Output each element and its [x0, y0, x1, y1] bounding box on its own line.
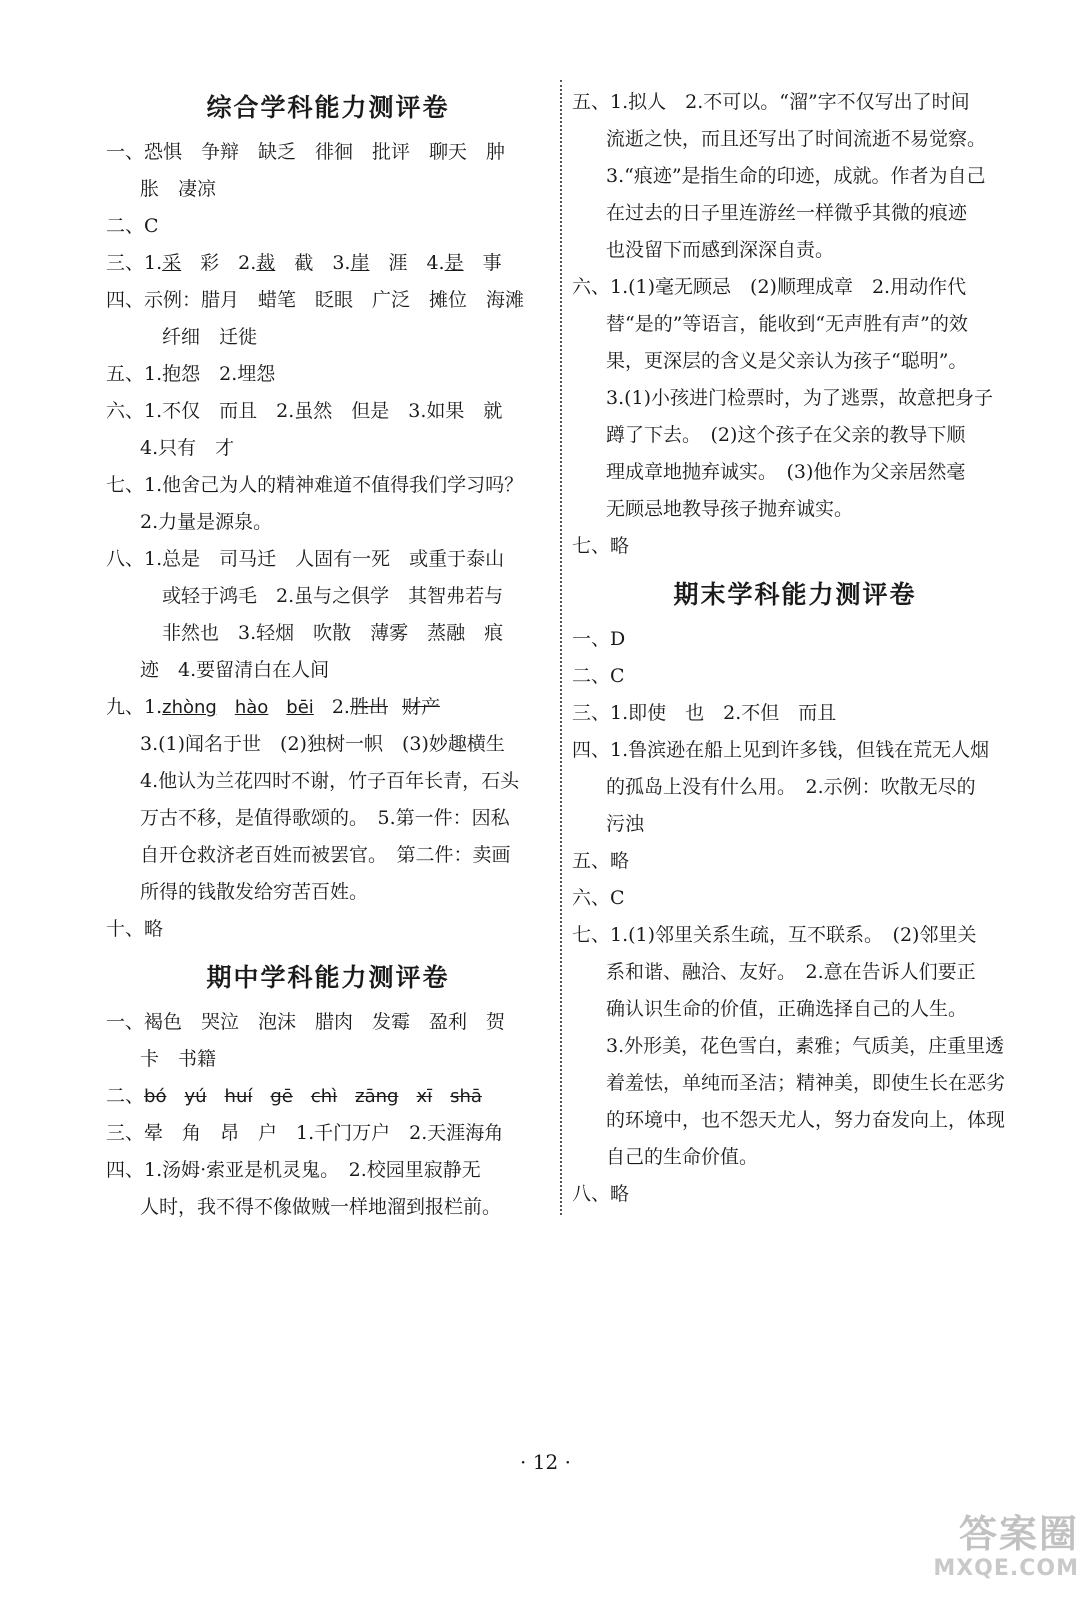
answer-line: 纤细 迁徙	[162, 326, 258, 348]
answer-line: 三、晕 角 昂 户 1.千门万户 2.天涯海角	[106, 1122, 504, 1144]
pinyin: bó	[144, 1086, 167, 1107]
answer-line: 八、1.总是 司马迁 人固有一死 或重于泰山	[106, 548, 505, 570]
answer-line: 或轻于鸿毛 2.虽与之俱学 其智弗若与	[162, 585, 504, 607]
answer-line: 一、恐惧 争辩 缺乏 徘徊 批评 聊天 肿	[106, 141, 506, 163]
answer-line: 非然也 3.轻烟 吹散 薄雾 蒸融 痕	[162, 622, 504, 644]
underlined-char: 崖	[350, 252, 370, 274]
section-title-midterm: 期中学科能力测评卷	[206, 963, 450, 992]
answer-line: 六、1.(1)毫无顾忌 (2)顺理成章 2.用动作代	[572, 276, 967, 298]
answer-line: 一、D	[572, 628, 626, 650]
struck-word: 胜出	[349, 696, 388, 718]
answer-line: 也没留下而感到深深自责。	[606, 239, 835, 261]
answer-line: 五、略	[572, 850, 630, 872]
pinyin: zāng	[355, 1086, 399, 1107]
pinyin: hào	[234, 697, 269, 718]
pinyin: yú	[184, 1086, 207, 1107]
answer-line: 蹲了下去。 (2)这个孩子在父亲的教导下顺	[606, 424, 966, 446]
answer-line: 七、略	[572, 535, 630, 557]
answer-line: 五、1.抱怨 2.埋怨	[106, 363, 276, 385]
answer-line: 十、略	[106, 918, 164, 940]
answer-line: 九、1.zhòng hào bēi 2.胜出 财产	[106, 696, 440, 718]
answer-line: 4.只有 才	[140, 437, 235, 459]
answer-line: 所得的钱散发给穷苦百姓。	[140, 881, 369, 903]
column-divider	[560, 80, 562, 1215]
answer-line: 理成章地抛弃诚实。 (3)他作为父亲居然毫	[606, 461, 966, 483]
answer-line: 替“是的”等语言，能收到“无声胜有声”的效	[606, 313, 968, 335]
watermark-logo	[879, 1512, 1079, 1592]
answer-line: 果，更深层的含义是父亲认为孩子“聪明”。	[606, 350, 968, 372]
answer-line: 自己的生命价值。	[606, 1146, 759, 1168]
answer-line: 流逝之快，而且还写出了时间流逝不易觉察。	[606, 128, 987, 150]
answer-line: 二、C	[106, 215, 159, 237]
answer-line: 四、1.鲁滨逊在船上见到许多钱，但钱在荒无人烟	[572, 739, 990, 761]
answer-line: 3.(1)小孩进门检票时，为了逃票，故意把身子	[606, 387, 994, 409]
answer-line: 二、bó yú huí gē chì zāng xī shā	[106, 1085, 482, 1107]
answer-line: 4.他认为兰花四时不谢，竹子百年长青，石头	[140, 770, 520, 792]
answer-line: 五、1.拟人 2.不可以。“溜”字不仅写出了时间	[572, 91, 970, 113]
left-column	[106, 78, 550, 1226]
answer-line: 三、1.即使 也 2.不但 而且	[572, 702, 837, 724]
underlined-char: 采	[162, 252, 182, 274]
answer-line: 七、1.(1)邻里关系生疏，互不联系。 (2)邻里关	[572, 924, 977, 946]
answer-line: 2.力量是源泉。	[140, 511, 273, 533]
answer-line: 六、1.不仅 而且 2.虽然 但是 3.如果 就	[106, 400, 503, 422]
underlined-char: 裁	[256, 252, 276, 274]
answer-line: 一、褐色 哭泣 泡沫 腊肉 发霉 盈利 贺	[106, 1011, 506, 1033]
answer-line: 污浊	[606, 813, 645, 835]
section-title-comprehensive: 综合学科能力测评卷	[206, 93, 450, 122]
answer-line: 系和谐、融洽、友好。 2.意在告诉人们要正	[606, 961, 976, 983]
answer-line: 3.“痕迹”是指生命的印迹，成就。作者为自己	[606, 165, 986, 187]
pinyin: huí	[224, 1086, 253, 1107]
pinyin: gē	[270, 1086, 293, 1107]
answer-line: 万古不移，是值得歌颂的。 5.第一件：因私	[140, 807, 510, 829]
watermark-url: MXQE.COM	[933, 1556, 1079, 1581]
answer-line: 四、1.汤姆·索亚是机灵鬼。 2.校园里寂静无	[106, 1159, 481, 1181]
answer-line: 四、示例：腊月 蜡笔 眨眼 广泛 摊位 海滩	[106, 289, 525, 311]
right-column	[572, 84, 1018, 1213]
answer-line: 的环境中，也不怨天尤人，努力奋发向上，体现	[606, 1109, 1006, 1131]
answer-line: 3.(1)闻名于世 (2)独树一帜 (3)妙趣横生	[140, 733, 505, 755]
underlined-char: 是	[444, 252, 464, 274]
section-title-final: 期末学科能力测评卷	[673, 580, 917, 609]
answer-line: 胀 凄凉	[140, 178, 217, 200]
pinyin: xī	[416, 1086, 433, 1107]
answer-line: 的孤岛上没有什么用。 2.示例：吹散无尽的	[606, 776, 976, 798]
pinyin: zhòng	[162, 697, 217, 718]
answer-line: 在过去的日子里连游丝一样微乎其微的痕迹	[606, 202, 968, 224]
page-number: · 12 ·	[520, 1450, 571, 1474]
answer-line: 自开仓救济老百姓而被罢官。 第二件：卖画	[140, 844, 511, 866]
answer-line: 二、C	[572, 665, 625, 687]
answer-line: 七、1.他舍己为人的精神难道不值得我们学习吗？	[106, 474, 524, 496]
answer-line: 3.外形美，花色雪白，素雅；气质美，庄重里透	[606, 1035, 1005, 1057]
answer-line: 迹 4.要留清白在人间	[140, 659, 330, 681]
answer-line: 卡 书籍	[140, 1048, 217, 1070]
watermark-text: 答案圈	[958, 1512, 1079, 1556]
answer-line: 无顾忌地教导孩子抛弃诚实。	[606, 498, 854, 520]
pinyin: shā	[450, 1086, 482, 1107]
answer-line: 确认识生命的价值，正确选择自己的人生。	[606, 998, 968, 1020]
answer-line: 人时，我不得不像做贼一样地溜到报栏前。	[140, 1196, 502, 1218]
answer-line: 着羞怯，单纯而圣洁；精神美，即使生长在恶劣	[606, 1072, 1006, 1094]
pinyin: chì	[310, 1086, 338, 1107]
pinyin: bēi	[286, 697, 314, 718]
answer-line: 八、略	[572, 1183, 630, 1205]
answer-line: 三、1.采 彩 2.裁 截 3.崖 涯 4.是 事	[106, 252, 502, 274]
answer-line: 六、C	[572, 887, 625, 909]
struck-word: 财产	[401, 696, 440, 718]
